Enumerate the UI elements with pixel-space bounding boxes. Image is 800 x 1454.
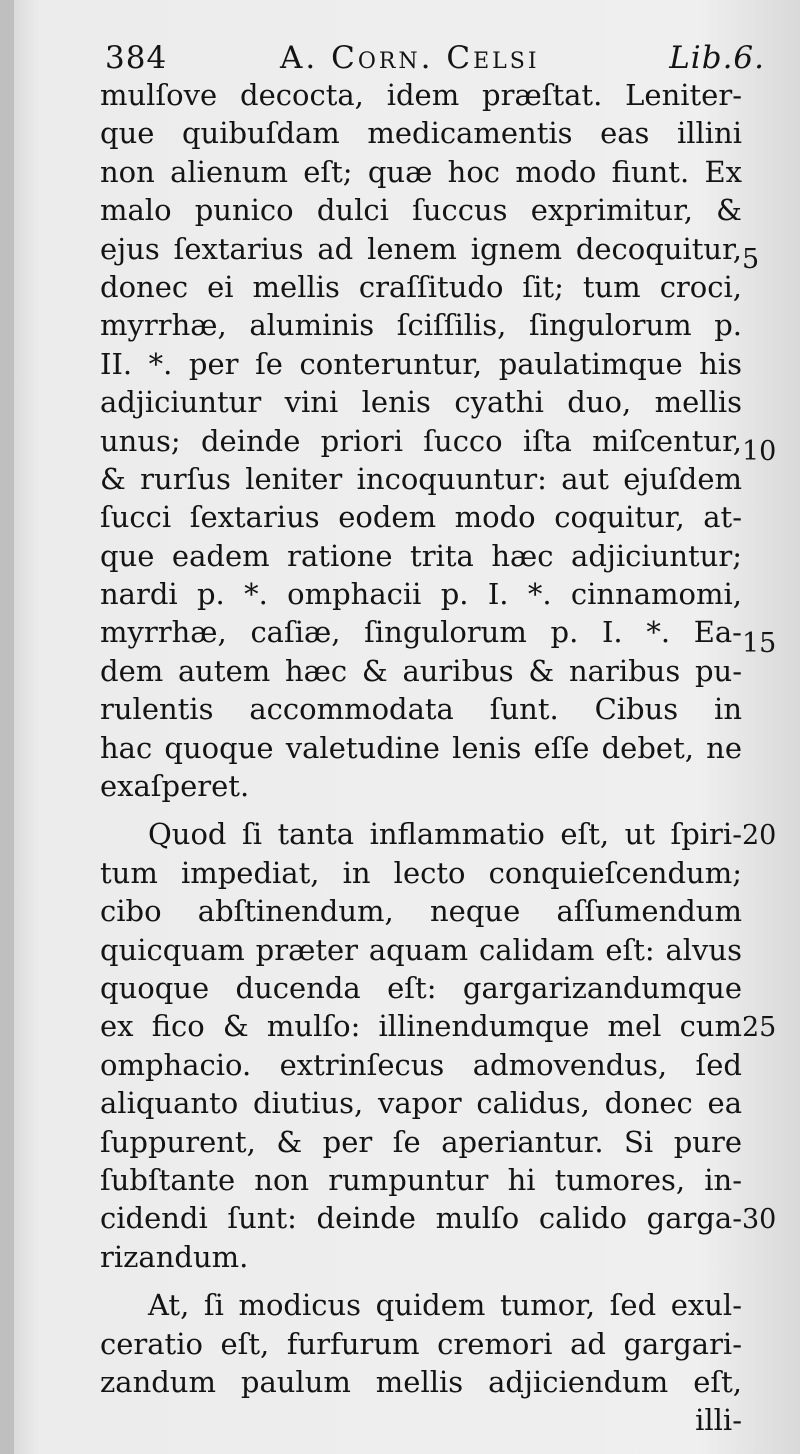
- text-line: ejus ſextarius ad lenem ignem decoquitur,: [100, 231, 742, 266]
- line-number: 5: [742, 244, 760, 275]
- text-line: At, ſi modicus quidem tumor, ſed exul-: [148, 1288, 742, 1323]
- text-line: cibo abſtinendum, neque aſſumendum: [100, 894, 742, 929]
- line-number: 15: [742, 628, 777, 659]
- line-number: 20: [742, 820, 777, 851]
- text-line: quoque ducenda eſt: gargarizandumque: [100, 970, 742, 1005]
- line-number: 25: [742, 1012, 777, 1043]
- text-line: que eadem ratione trita hæc adjiciuntur;: [100, 538, 742, 573]
- text-line: cidendi ſunt: deinde mulſo calido garga-: [100, 1201, 742, 1236]
- text-line: tum impediat, in lecto conquieſcendum;: [100, 855, 742, 890]
- text-line: ſubſtante non rumpuntur hi tumores, in-: [100, 1162, 742, 1197]
- page-gutter: [0, 0, 14, 1454]
- line-number: 10: [742, 436, 777, 467]
- line-number: 30: [742, 1204, 777, 1235]
- text-line: dem autem hæc & auribus & naribus pu-: [100, 653, 742, 688]
- text-line: mulſove decocta, idem præſtat. Leniter-: [100, 78, 742, 112]
- text-line: ſuppurent, & per ſe aperiantur. Si pure: [100, 1124, 742, 1159]
- text-line: donec ei mellis craſſitudo ſit; tum croci,: [100, 269, 742, 304]
- text-line: exaſperet.: [100, 769, 250, 804]
- text-line: ex fico & mulſo: illinendumque mel cum: [100, 1009, 742, 1044]
- text-line: omphacio. extrinſecus admovendus, ſed: [100, 1047, 742, 1082]
- text-line: adjiciuntur vini lenis cyathi duo, mellis: [100, 385, 742, 420]
- text-line: rulentis accommodata ſunt. Cibus in: [100, 692, 742, 727]
- running-title: A. Corn. Celsi: [280, 40, 540, 76]
- text-line: & rurſus leniter incoquuntur: aut ejuſdem: [100, 461, 742, 496]
- page-number: 384: [105, 40, 168, 76]
- text-line: quicquam præter aquam calidam eſt: alvus: [100, 932, 742, 967]
- book-number: Lib.6.: [669, 40, 765, 76]
- text-line: Quod ſi tanta inflammatio eſt, ut ſpiri-: [148, 817, 742, 852]
- text-line: myrrhæ, caſiæ, ſingulorum p. I. *. Ea-: [100, 615, 742, 650]
- text-line: nardi p. *. omphacii p. I. *. cinnamomi,: [100, 577, 742, 612]
- body-text: [100, 76, 742, 1440]
- text-line: rizandum.: [100, 1239, 249, 1274]
- text-line: ceratio eſt, furfurum cremori ad gargari-: [100, 1326, 742, 1361]
- text-line: que quibuſdam medicamentis eas illini: [100, 116, 742, 151]
- text-line: aliquanto diutius, vapor calidus, donec ea: [100, 1086, 742, 1121]
- text-line: II. *. per ſe conteruntur, paulatimque his: [100, 346, 742, 381]
- text-line: myrrhæ, aluminis ſciſſilis, ſingulorum p.: [100, 308, 742, 343]
- text-line: malo punico dulci ſuccus exprimitur, &: [100, 193, 742, 228]
- text-line: hac quoque valetudine lenis eſſe debet, ne: [100, 730, 742, 765]
- catchword: illi-: [695, 1403, 742, 1438]
- text-line: unus; deinde priori ſucco iſta miſcentur,: [100, 423, 742, 458]
- text-line: zandum paulum mellis adjiciendum eſt,: [100, 1364, 742, 1399]
- text-line: ſucci ſextarius eodem modo coquitur, at-: [100, 500, 742, 535]
- text-line: non alienum eſt; quæ hoc modo fiunt. Ex: [100, 154, 742, 189]
